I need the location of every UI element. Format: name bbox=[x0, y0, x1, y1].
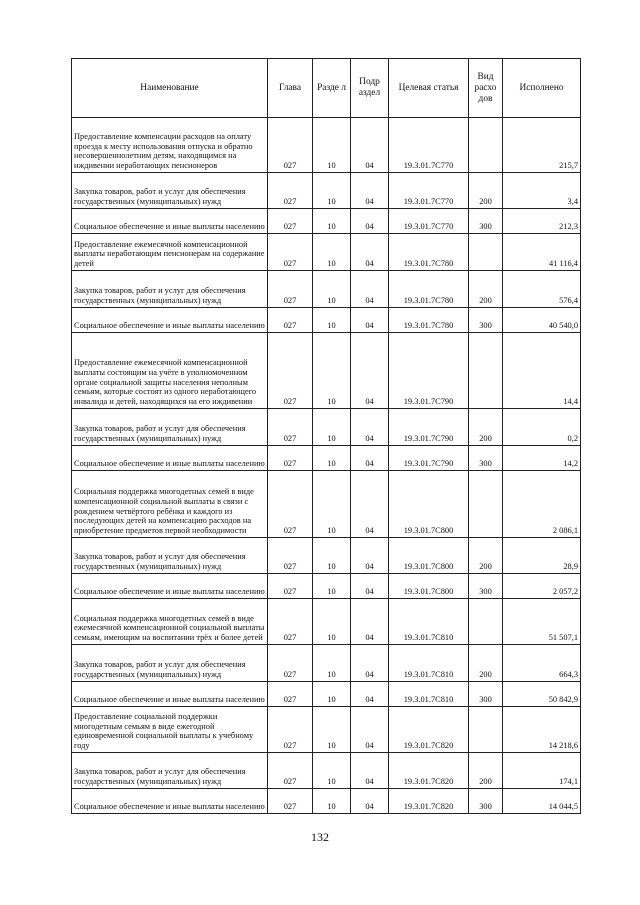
row-name: Предоставление компенсации расходов на оплату проезда к месту использования отпуска и обратно несовершеннолетним детям, находящимся на иждивении неработающих пенсионеров bbox=[72, 118, 268, 173]
row-chapter: 027 bbox=[268, 271, 313, 308]
row-executed: 2 086,1 bbox=[503, 471, 581, 538]
page-number: 132 bbox=[311, 830, 329, 844]
table-row bbox=[72, 234, 581, 271]
row-expense-type: 200 bbox=[469, 409, 503, 446]
table-row bbox=[72, 409, 581, 446]
row-chapter: 027 bbox=[268, 409, 313, 446]
row-expense-type: 300 bbox=[469, 682, 503, 707]
row-chapter: 027 bbox=[268, 333, 313, 409]
budget-table bbox=[71, 58, 581, 814]
row-target-article: 19.3.01.7С820 bbox=[389, 753, 469, 789]
row-name: Социальное обеспечение и иные выплаты населению bbox=[72, 308, 268, 333]
row-target-article: 19.3.01.7С820 bbox=[389, 707, 469, 753]
row-section: 10 bbox=[313, 574, 351, 599]
row-target-article: 19.3.01.7С810 bbox=[389, 599, 469, 645]
row-name: Закупка товаров, работ и услуг для обеспечения государственных (муниципальных) нужд bbox=[72, 645, 268, 682]
row-target-article: 19.3.01.7С800 bbox=[389, 471, 469, 538]
row-expense-type: 200 bbox=[469, 753, 503, 789]
row-executed: 40 540,0 bbox=[503, 308, 581, 333]
table-row bbox=[72, 682, 581, 707]
row-executed: 50 842,9 bbox=[503, 682, 581, 707]
header-expense-type: Вид расхо дов bbox=[469, 59, 503, 118]
row-executed: 215,7 bbox=[503, 118, 581, 173]
row-name: Закупка товаров, работ и услуг для обеспечения государственных (муниципальных) нужд bbox=[72, 173, 268, 209]
table-row bbox=[72, 118, 581, 173]
row-subsection: 04 bbox=[351, 446, 389, 471]
row-target-article: 19.3.01.7С810 bbox=[389, 682, 469, 707]
row-name: Предоставление ежемесячной компенсационной выплаты состоящим на учёте в уполномоченном органе социальной защиты населения неполным семьям, которые состоят из одного неработающего инвалида и детей, находящихся на его иждивении bbox=[72, 333, 268, 409]
row-section: 10 bbox=[313, 645, 351, 682]
header-subsection: Подр аздел bbox=[351, 59, 389, 118]
row-expense-type bbox=[469, 599, 503, 645]
row-subsection: 04 bbox=[351, 538, 389, 574]
row-section: 10 bbox=[313, 753, 351, 789]
row-target-article: 19.3.01.7С800 bbox=[389, 574, 469, 599]
row-executed: 212,3 bbox=[503, 209, 581, 234]
row-executed: 51 507,1 bbox=[503, 599, 581, 645]
row-chapter: 027 bbox=[268, 209, 313, 234]
row-target-article: 19.3.01.7С780 bbox=[389, 234, 469, 271]
row-subsection: 04 bbox=[351, 234, 389, 271]
row-executed: 28,9 bbox=[503, 538, 581, 574]
row-target-article: 19.3.01.7С790 bbox=[389, 333, 469, 409]
row-executed: 174,1 bbox=[503, 753, 581, 789]
row-chapter: 027 bbox=[268, 308, 313, 333]
row-section: 10 bbox=[313, 707, 351, 753]
row-section: 10 bbox=[313, 538, 351, 574]
header-name: Наименование bbox=[72, 59, 268, 118]
row-target-article: 19.3.01.7С770 bbox=[389, 173, 469, 209]
row-expense-type: 300 bbox=[469, 446, 503, 471]
row-subsection: 04 bbox=[351, 333, 389, 409]
row-subsection: 04 bbox=[351, 173, 389, 209]
row-section: 10 bbox=[313, 271, 351, 308]
row-chapter: 027 bbox=[268, 173, 313, 209]
row-name: Закупка товаров, работ и услуг для обеспечения государственных (муниципальных) нужд bbox=[72, 409, 268, 446]
row-executed: 3,4 bbox=[503, 173, 581, 209]
row-name: Социальная поддержка многодетных семей в виде ежемесячной компенсационной социальной выплаты семьям, имеющим на воспитании трёх и более детей bbox=[72, 599, 268, 645]
header-chapter: Глава bbox=[268, 59, 313, 118]
row-chapter: 027 bbox=[268, 753, 313, 789]
row-chapter: 027 bbox=[268, 599, 313, 645]
row-chapter: 027 bbox=[268, 789, 313, 814]
row-chapter: 027 bbox=[268, 234, 313, 271]
row-subsection: 04 bbox=[351, 682, 389, 707]
row-name: Социальное обеспечение и иные выплаты населению bbox=[72, 574, 268, 599]
table-row bbox=[72, 789, 581, 814]
row-expense-type bbox=[469, 333, 503, 409]
row-subsection: 04 bbox=[351, 308, 389, 333]
row-expense-type: 200 bbox=[469, 173, 503, 209]
row-expense-type: 300 bbox=[469, 209, 503, 234]
row-expense-type bbox=[469, 471, 503, 538]
row-expense-type bbox=[469, 118, 503, 173]
table-row bbox=[72, 271, 581, 308]
row-section: 10 bbox=[313, 789, 351, 814]
row-expense-type: 200 bbox=[469, 538, 503, 574]
row-subsection: 04 bbox=[351, 574, 389, 599]
row-chapter: 027 bbox=[268, 446, 313, 471]
row-executed: 14,2 bbox=[503, 446, 581, 471]
row-executed: 41 116,4 bbox=[503, 234, 581, 271]
row-section: 10 bbox=[313, 234, 351, 271]
row-expense-type: 200 bbox=[469, 645, 503, 682]
row-name: Социальное обеспечение и иные выплаты населению bbox=[72, 682, 268, 707]
row-subsection: 04 bbox=[351, 707, 389, 753]
table-row bbox=[72, 173, 581, 209]
row-subsection: 04 bbox=[351, 409, 389, 446]
row-name: Предоставление ежемесячной компенсационной выплаты неработающим пенсионерам на содержание детей bbox=[72, 234, 268, 271]
row-target-article: 19.3.01.7С780 bbox=[389, 308, 469, 333]
row-section: 10 bbox=[313, 446, 351, 471]
row-subsection: 04 bbox=[351, 753, 389, 789]
row-executed: 14,4 bbox=[503, 333, 581, 409]
row-executed: 14 218,6 bbox=[503, 707, 581, 753]
row-subsection: 04 bbox=[351, 789, 389, 814]
row-expense-type bbox=[469, 707, 503, 753]
row-chapter: 027 bbox=[268, 574, 313, 599]
row-subsection: 04 bbox=[351, 645, 389, 682]
header-target-article: Целевая статья bbox=[389, 59, 469, 118]
row-target-article: 19.3.01.7С780 bbox=[389, 271, 469, 308]
row-chapter: 027 bbox=[268, 471, 313, 538]
row-expense-type: 200 bbox=[469, 271, 503, 308]
table-row bbox=[72, 471, 581, 538]
table-row bbox=[72, 538, 581, 574]
row-subsection: 04 bbox=[351, 209, 389, 234]
row-expense-type: 300 bbox=[469, 789, 503, 814]
row-subsection: 04 bbox=[351, 118, 389, 173]
row-chapter: 027 bbox=[268, 538, 313, 574]
row-chapter: 027 bbox=[268, 645, 313, 682]
table-row bbox=[72, 333, 581, 409]
row-expense-type bbox=[469, 234, 503, 271]
header-section: Разде л bbox=[313, 59, 351, 118]
row-subsection: 04 bbox=[351, 271, 389, 308]
table-row bbox=[72, 446, 581, 471]
row-name: Социальное обеспечение и иные выплаты населению bbox=[72, 209, 268, 234]
row-section: 10 bbox=[313, 209, 351, 234]
row-executed: 2 057,2 bbox=[503, 574, 581, 599]
row-section: 10 bbox=[313, 682, 351, 707]
table-row bbox=[72, 707, 581, 753]
row-executed: 576,4 bbox=[503, 271, 581, 308]
row-section: 10 bbox=[313, 173, 351, 209]
header-executed: Исполнено bbox=[503, 59, 581, 118]
row-expense-type: 300 bbox=[469, 308, 503, 333]
table-row bbox=[72, 645, 581, 682]
row-target-article: 19.3.01.7С820 bbox=[389, 789, 469, 814]
row-name: Закупка товаров, работ и услуг для обеспечения государственных (муниципальных) нужд bbox=[72, 753, 268, 789]
row-section: 10 bbox=[313, 471, 351, 538]
row-chapter: 027 bbox=[268, 682, 313, 707]
row-section: 10 bbox=[313, 409, 351, 446]
row-subsection: 04 bbox=[351, 599, 389, 645]
row-chapter: 027 bbox=[268, 118, 313, 173]
row-executed: 664,3 bbox=[503, 645, 581, 682]
table-row bbox=[72, 209, 581, 234]
row-section: 10 bbox=[313, 118, 351, 173]
row-section: 10 bbox=[313, 333, 351, 409]
row-target-article: 19.3.01.7С770 bbox=[389, 209, 469, 234]
row-subsection: 04 bbox=[351, 471, 389, 538]
row-executed: 14 044,5 bbox=[503, 789, 581, 814]
table-row bbox=[72, 308, 581, 333]
row-section: 10 bbox=[313, 599, 351, 645]
row-name: Социальная поддержка многодетных семей в виде компенсационной социальной выплаты в связи с рождением четвёртого ребёнка и каждого из последующих детей на компенсацию расходов на приобретение предметов первой необходимости bbox=[72, 471, 268, 538]
row-chapter: 027 bbox=[268, 707, 313, 753]
row-name: Социальное обеспечение и иные выплаты населению bbox=[72, 789, 268, 814]
row-name: Закупка товаров, работ и услуг для обеспечения государственных (муниципальных) нужд bbox=[72, 538, 268, 574]
row-target-article: 19.3.01.7С800 bbox=[389, 538, 469, 574]
row-name: Социальное обеспечение и иные выплаты населению bbox=[72, 446, 268, 471]
row-target-article: 19.3.01.7С810 bbox=[389, 645, 469, 682]
table-row bbox=[72, 574, 581, 599]
row-target-article: 19.3.01.7С790 bbox=[389, 409, 469, 446]
row-executed: 0,2 bbox=[503, 409, 581, 446]
table-row bbox=[72, 753, 581, 789]
row-name: Закупка товаров, работ и услуг для обеспечения государственных (муниципальных) нужд bbox=[72, 271, 268, 308]
row-section: 10 bbox=[313, 308, 351, 333]
row-target-article: 19.3.01.7С790 bbox=[389, 446, 469, 471]
table-row bbox=[72, 599, 581, 645]
row-expense-type: 300 bbox=[469, 574, 503, 599]
row-name: Предоставление социальной поддержки многодетным семьям в виде ежегодной единовременной социальной выплаты к учебному году bbox=[72, 707, 268, 753]
table-header-row bbox=[72, 59, 581, 118]
row-target-article: 19.3.01.7С770 bbox=[389, 118, 469, 173]
